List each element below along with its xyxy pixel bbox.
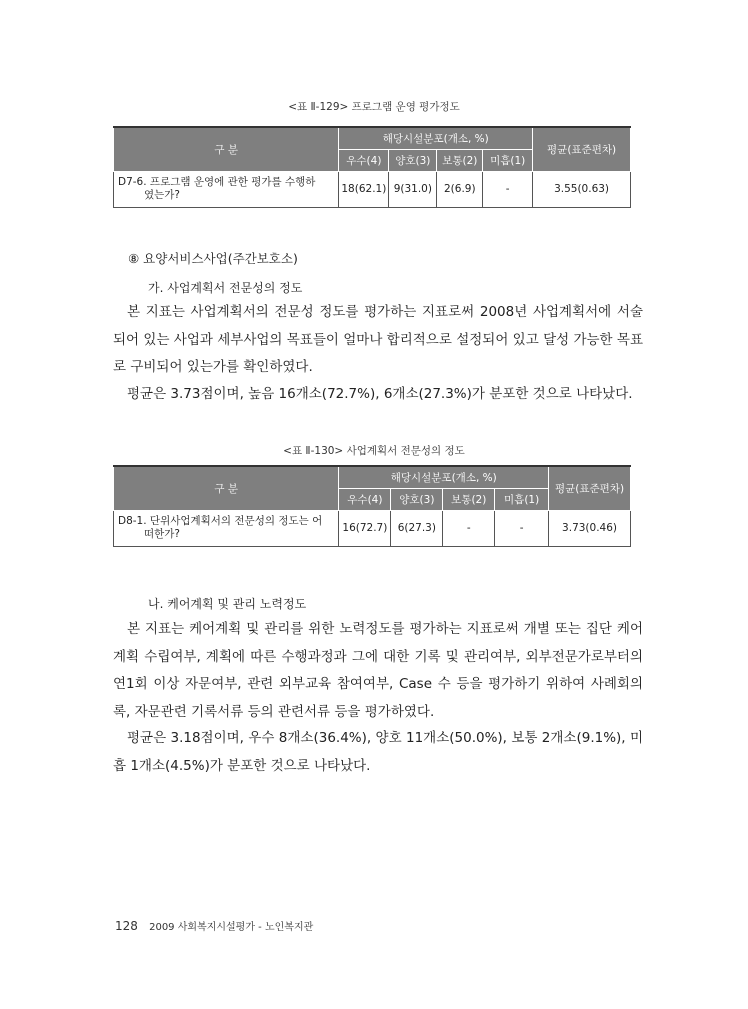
table2-value-cell: 16(72.7) [339, 510, 391, 546]
table1-value-cell: 9(31.0) [389, 171, 437, 207]
table2-distribution-header: 해당시설분포(개소, %) [339, 466, 549, 488]
table1-value-cell: 2(6.9) [437, 171, 483, 207]
table2-item-cell [114, 510, 339, 546]
table1-col-header: 보통(2) [437, 149, 483, 171]
table1-col-header: 미흡(1) [483, 149, 533, 171]
table2-col-header: 우수(4) [339, 488, 391, 510]
table2-caption: <표 Ⅱ-130> 사업계획서 전문성의 정도 [283, 445, 465, 457]
page-footer [115, 918, 313, 933]
table1-item-line2: 였는가? [144, 189, 181, 201]
table2-col-header: 보통(2) [443, 488, 495, 510]
table1-mean-header: 평균(표준편차) [533, 127, 631, 171]
footer-title: 2009 사회복지시설평가 - 노인복지관 [149, 922, 314, 933]
table1-col-header: 우수(4) [339, 149, 389, 171]
table1 [113, 126, 631, 208]
table2-value-cell: - [443, 510, 495, 546]
table1-item-line1: 프로그램 운영에 관한 평가를 수행하 [149, 176, 316, 188]
table2-mean-cell: 3.73(0.46) [549, 510, 631, 546]
section-b-paragraph-1: 본 지표는 케어계획 및 관리를 위한 노력정도를 평가하는 지표로써 개별 또는 집단 케어계획 수립여부, 계획에 따른 수행과정과 그에 대한 기록 및 관리여부, 외부전문가로부터의 연1회 이상 자문여부, 관련 외부교육 참여여부, Case 수 등을 평가하기 위하여 사례회의록, 자문관련 기록서류 등의 관련서류 등을 평가하였다. [113, 621, 643, 720]
table2-value-cell: 6(27.3) [391, 510, 443, 546]
table2-value-cell: - [495, 510, 549, 546]
table1-mean-cell: 3.55(0.63) [533, 171, 631, 207]
table2-group-header: 구 분 [114, 466, 339, 510]
section-b-paragraph-2: 평균은 3.18점이며, 우수 8개소(36.4%), 양호 11개소(50.0%), 보통 2개소(9.1%), 미흡 1개소(4.5%)가 분포한 것으로 나타났다. [113, 730, 643, 774]
table1-item-cell [114, 171, 339, 207]
section8-paragraph-2: 평균은 3.73점이며, 높음 16개소(72.7%), 6개소(27.3%)가 분포한 것으로 나타났다. [127, 386, 633, 402]
table2-item-line2: 떠한가? [144, 528, 181, 540]
table1-value-cell: 18(62.1) [339, 171, 389, 207]
table2-item-code: D8-1. [118, 515, 147, 527]
table-row [114, 171, 631, 207]
table2-col-header: 미흡(1) [495, 488, 549, 510]
table1-caption: <표 Ⅱ-129> 프로그램 운영 평가정도 [288, 101, 460, 113]
table1-item-code: D7-6. [118, 176, 147, 188]
section8-heading: ⑧ 요양서비스사업(주간보호소) [128, 251, 298, 266]
table2-col-header: 양호(3) [391, 488, 443, 510]
table1-distribution-header: 해당시설분포(개소, %) [339, 127, 533, 149]
table-row [114, 510, 631, 546]
section-b-sub-heading: 나. 케어계획 및 관리 노력정도 [148, 597, 307, 611]
section8-paragraph-1: 본 지표는 사업계획서의 전문성 정도를 평가하는 지표로써 2008년 사업계획서에 서술되어 있는 사업과 세부사업의 목표들이 얼마나 합리적으로 설정되어 있고 달성 가능한 목표로 구비되어 있는가를 확인하였다. [113, 304, 643, 375]
table1-group-header: 구 분 [114, 127, 339, 171]
table1-value-cell: - [483, 171, 533, 207]
table2-item-line1: 단위사업계획서의 전문성의 정도는 어 [149, 515, 323, 527]
page-number: 128 [115, 919, 138, 933]
section8-sub-heading: 가. 사업계획서 전문성의 정도 [148, 281, 303, 295]
table1-col-header: 양호(3) [389, 149, 437, 171]
table2 [113, 465, 631, 547]
table2-mean-header: 평균(표준편차) [549, 466, 631, 510]
